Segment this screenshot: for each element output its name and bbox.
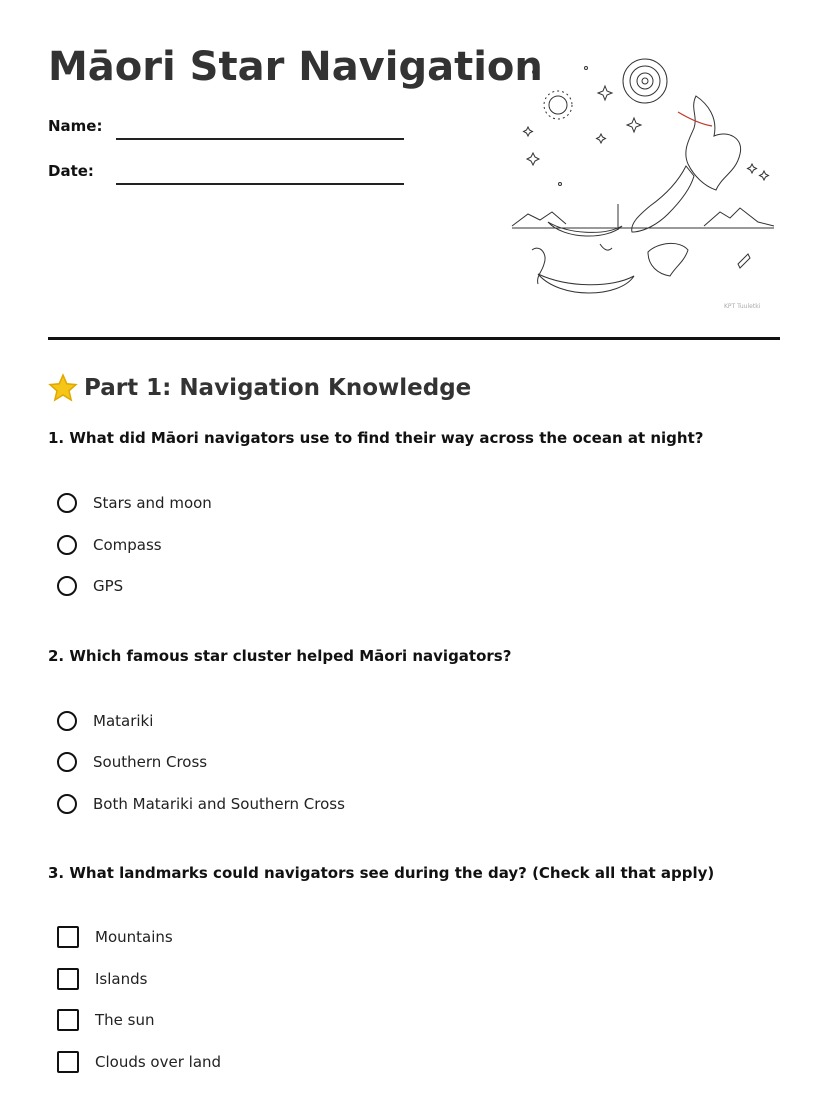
q2-option-southern-cross[interactable] <box>57 749 207 775</box>
radio-button[interactable] <box>57 576 77 596</box>
date-label: Date: <box>48 162 94 180</box>
radio-button[interactable] <box>57 535 77 555</box>
checkbox[interactable] <box>57 968 79 990</box>
name-field[interactable] <box>116 138 404 140</box>
question-2: 2. Which famous star cluster helped Māori navigators? <box>48 647 512 665</box>
option-label: Southern Cross <box>93 753 208 771</box>
option-label: Matariki <box>93 712 154 730</box>
q3-option-the-sun[interactable] <box>57 1007 155 1033</box>
date-field[interactable] <box>116 183 404 185</box>
q3-option-clouds-over-land[interactable] <box>57 1049 221 1075</box>
option-label: Islands <box>95 970 148 988</box>
option-label: GPS <box>93 577 124 595</box>
q3-option-islands[interactable] <box>57 966 147 992</box>
question-1: 1. What did Māori navigators use to find their way across the ocean at night? <box>48 429 704 447</box>
divider <box>48 337 780 340</box>
q2-option-matariki[interactable] <box>57 708 153 734</box>
radio-button[interactable] <box>57 752 77 772</box>
option-label: Clouds over land <box>95 1053 222 1071</box>
name-label: Name: <box>48 117 103 135</box>
option-label: Stars and moon <box>93 494 212 512</box>
radio-button[interactable] <box>57 794 77 814</box>
checkbox[interactable] <box>57 1009 79 1031</box>
star-icon <box>48 373 78 403</box>
option-label: The sun <box>95 1011 155 1029</box>
section-heading <box>48 373 471 403</box>
q3-option-mountains[interactable] <box>57 924 173 950</box>
section-title: Part 1: Navigation Knowledge <box>84 375 472 401</box>
q1-option-gps[interactable] <box>57 573 123 599</box>
navigation-illustration <box>508 54 780 312</box>
question-3: 3. What landmarks could navigators see during the day? (Check all that apply) <box>48 864 715 882</box>
page-title: Māori Star Navigation <box>48 44 543 90</box>
q1-option-stars-and-moon[interactable] <box>57 490 212 516</box>
checkbox[interactable] <box>57 926 79 948</box>
checkbox[interactable] <box>57 1051 79 1073</box>
option-label: Compass <box>93 536 162 554</box>
radio-button[interactable] <box>57 711 77 731</box>
option-label: Mountains <box>95 928 173 946</box>
option-label: Both Matariki and Southern Cross <box>93 795 345 813</box>
radio-button[interactable] <box>57 493 77 513</box>
illustration-watermark: KPT Tuuletki <box>724 303 761 310</box>
q2-option-both[interactable] <box>57 791 345 817</box>
q1-option-compass[interactable] <box>57 532 162 558</box>
